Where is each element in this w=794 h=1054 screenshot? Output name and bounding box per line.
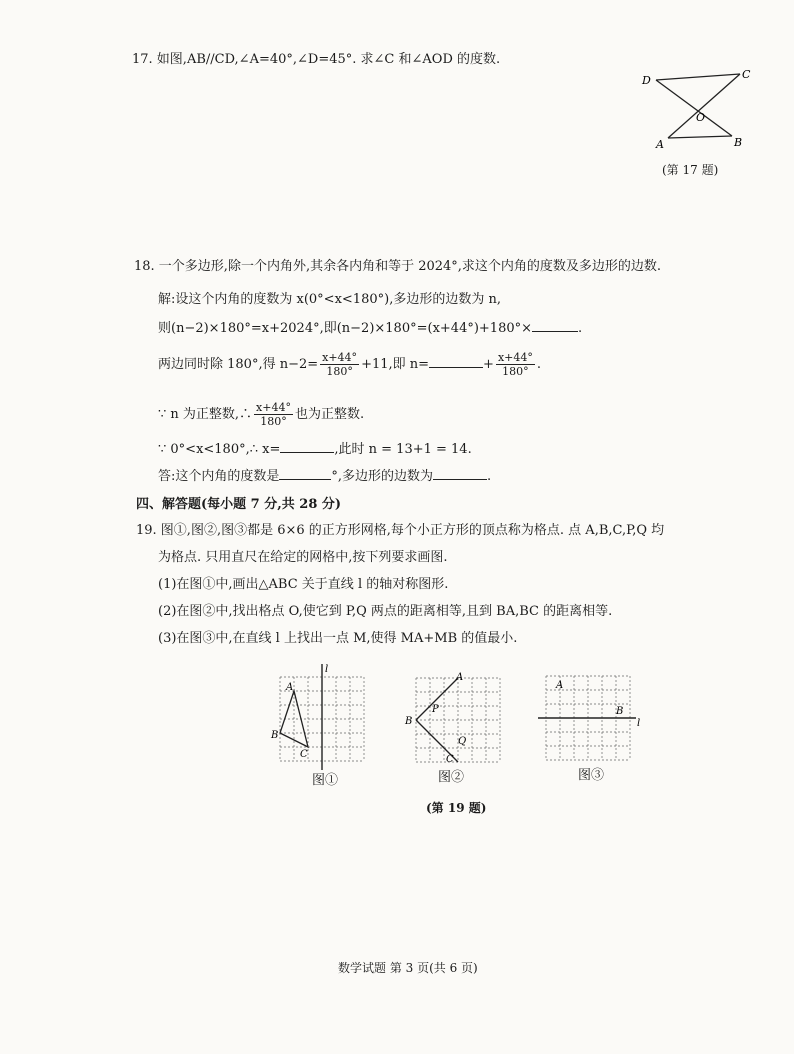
segment-DB xyxy=(656,80,732,136)
label-B: B xyxy=(271,730,279,741)
q19-figure-1 xyxy=(270,662,380,772)
fraction: $\frac{x+44^\circ}{180^\circ}$ xyxy=(256,401,291,428)
q19-part3: (3)在图③中,在直线 l 上找出一点 M,使得 MA+MB 的值最小. xyxy=(158,631,518,646)
q17-caption: (第 17 题) xyxy=(662,163,719,177)
label-B: B xyxy=(405,716,413,727)
fraction: $\frac{x+44^\circ}{180^\circ}$ xyxy=(322,351,358,378)
page-footer: 数学试题 第 3 页(共 6 页) xyxy=(338,961,478,975)
label-l: l xyxy=(325,664,329,675)
label-C: C xyxy=(300,749,308,760)
label-B: B xyxy=(734,136,743,149)
q19-figure-2 xyxy=(402,666,502,766)
label-l: l xyxy=(637,718,641,729)
q19-text1: 19. 图①,图②,图③都是 6×6 的正方形网格,每个小正方形的顶点称为格点. 点 A,B,C,P,Q 均 xyxy=(136,523,665,538)
fig2-label: 图② xyxy=(438,770,465,785)
segment-DC xyxy=(656,74,740,80)
q18-text: 18. 一个多边形,除一个内角外,其余各内角和等于 2024°,求这个内角的度数及多边形的边数. xyxy=(134,259,662,274)
label-P: P xyxy=(432,704,439,715)
fig3-label: 图③ xyxy=(578,768,605,783)
section-heading: 四、解答题(每小题 7 分,共 28 分) xyxy=(136,497,342,512)
q18-line1: 解:设这个内角的度数为 x(0°<x<180°),多边形的边数为 n, xyxy=(158,292,501,307)
answer-blank-1[interactable] xyxy=(532,319,578,332)
q18-line4: ∵ n 为正整数,∴ $\frac{x+44^\circ}{180^\circ}$ 也为正整数. xyxy=(158,401,365,428)
fraction: $\frac{x+44^\circ}{180^\circ}$ xyxy=(497,351,533,378)
answer-blank-3[interactable] xyxy=(280,440,334,453)
q19-part2: (2)在图②中,找出格点 O,使它到 P,Q 两点的距离相等,且到 BA,BC 的距离相等. xyxy=(158,604,613,619)
fig1-label: 图① xyxy=(312,773,339,788)
label-B: B xyxy=(616,706,624,717)
q18-line5: ∵ 0°<x<180°,∴ x= ,此时 n = 13+1 = 14. xyxy=(158,442,472,457)
label-A: A xyxy=(656,138,664,151)
q19-text2: 为格点. 只用直尺在给定的网格中,按下列要求画图. xyxy=(158,550,448,565)
answer-blank-5[interactable] xyxy=(433,467,487,480)
label-Q: Q xyxy=(458,736,467,747)
q19-part1: (1)在图①中,画出△ABC 关于直线 l 的轴对称图形. xyxy=(158,577,449,592)
label-O: O xyxy=(696,111,706,124)
answer-blank-2[interactable] xyxy=(429,355,483,368)
label-A: A xyxy=(286,682,294,693)
answer-blank-4[interactable] xyxy=(279,467,331,480)
q17-figure xyxy=(642,64,758,154)
q18-line6: 答:这个内角的度数是 °,多边形的边数为 . xyxy=(158,469,492,484)
grid xyxy=(416,678,500,762)
label-D: D xyxy=(642,74,651,87)
q19-caption: (第 19 题) xyxy=(426,801,487,815)
q17-text: 17. 如图,AB//CD,∠A=40°,∠D=45°. 求∠C 和∠AOD 的度数. xyxy=(132,52,501,67)
label-C: C xyxy=(742,68,751,81)
q18-line2: 则(n−2)×180°=x+2024°,即(n−2)×180°=(x+44°)+180°× . xyxy=(158,321,583,336)
q18-line3: 两边同时除 180°,得 n−2= $\frac{x+44^\circ}{180^\circ}$ +11,即 n= + $\frac{x+44^\circ}{180^\circ}$ . xyxy=(158,351,541,378)
label-A: A xyxy=(556,680,564,691)
label-C: C xyxy=(446,754,454,765)
segment-AB xyxy=(668,136,732,138)
segment-CA xyxy=(668,74,740,138)
label-A: A xyxy=(456,672,464,683)
q19-figure-3 xyxy=(536,666,646,766)
